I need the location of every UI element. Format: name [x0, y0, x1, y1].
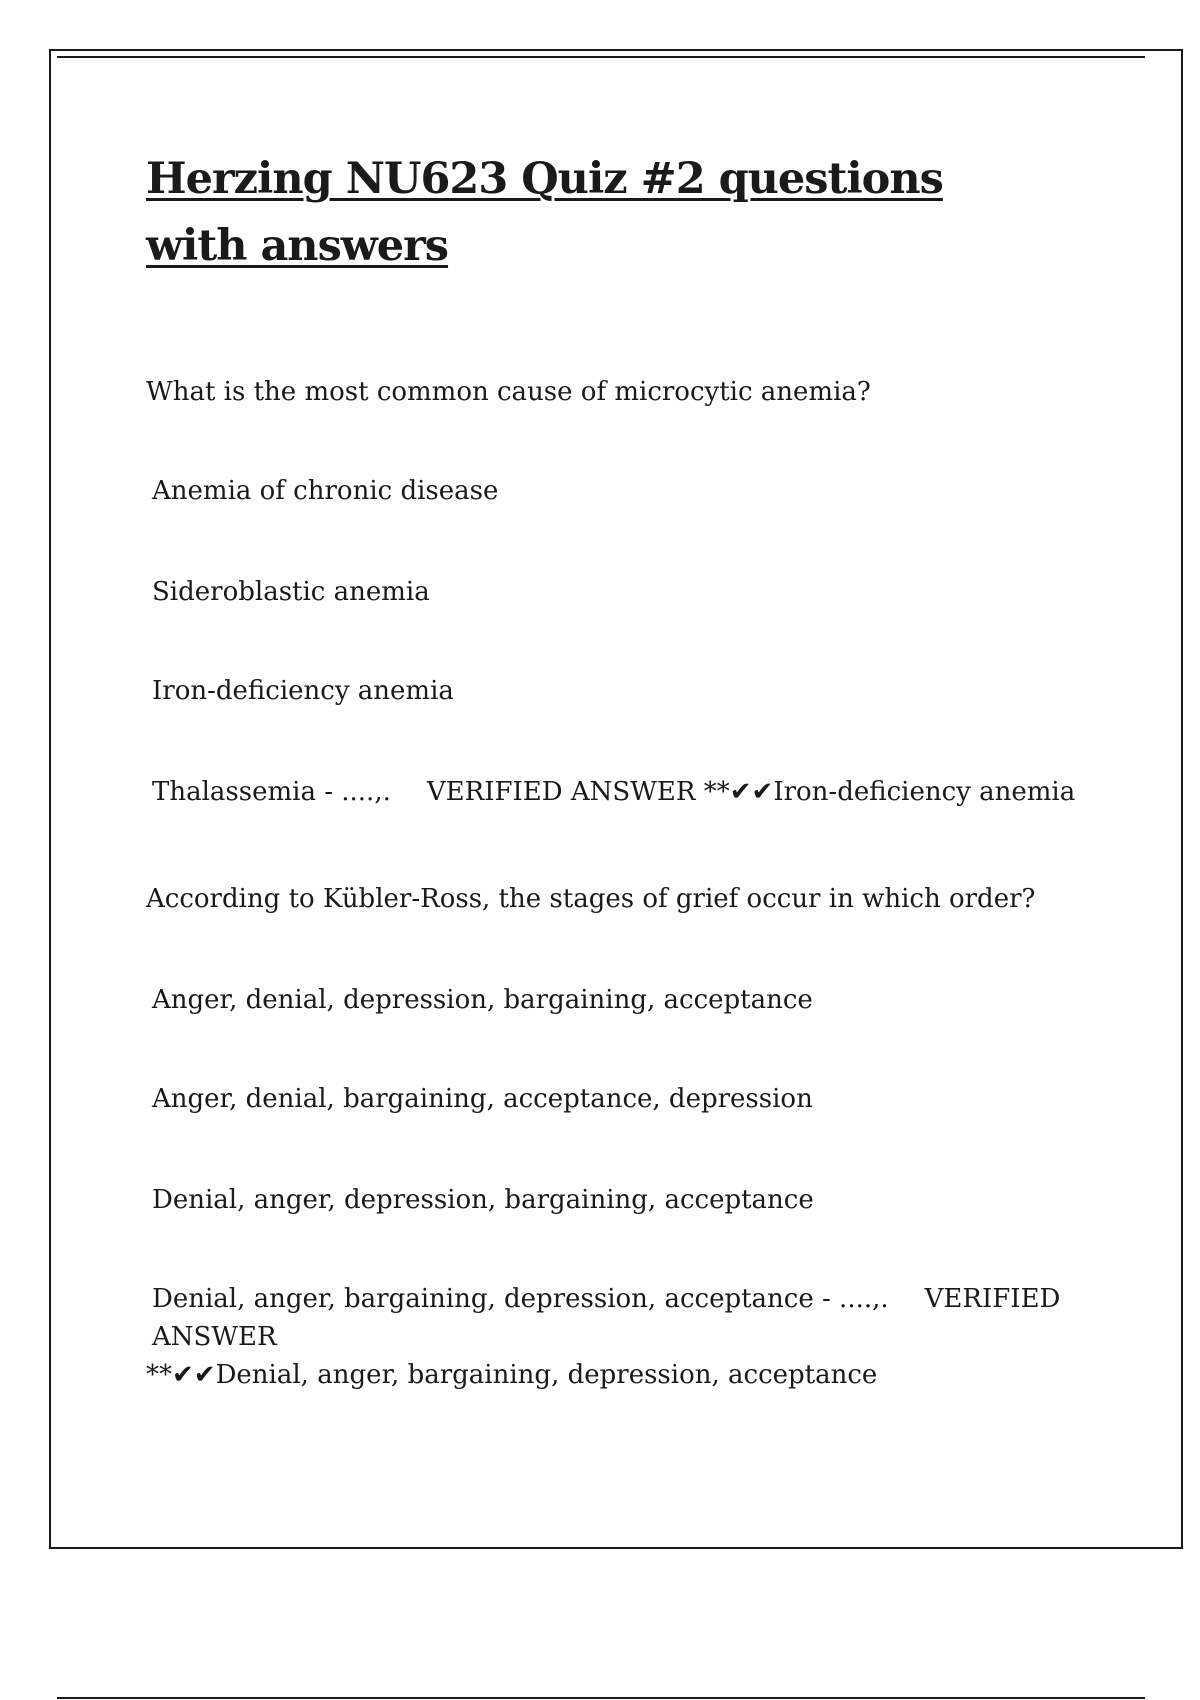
q2-verified-label: VERIFIED ANSWER	[152, 1284, 1061, 1352]
question-2: According to Kübler-Ross, the stages of grief occur in which order?	[146, 884, 1036, 914]
q1-option-2: Sideroblastic anemia	[152, 577, 430, 607]
q1-option-4: Thalassemia - ....,.	[152, 777, 391, 807]
question-1: What is the most common cause of microcytic anemia?	[146, 377, 871, 407]
q2-option-2: Anger, denial, bargaining, acceptance, depression	[152, 1084, 813, 1114]
q2-answer-block	[146, 1280, 1096, 1394]
q2-answer-line-1	[146, 1280, 1096, 1356]
top-rule	[57, 56, 1145, 58]
q1-answer-line	[152, 773, 1075, 811]
q2-option-4: Denial, anger, bargaining, depression, acceptance - ....,.	[152, 1284, 889, 1314]
document-title: Herzing NU623 Quiz #2 questions with answers	[146, 154, 943, 271]
q2-option-3: Denial, anger, depression, bargaining, acceptance	[152, 1185, 814, 1215]
q2-option-1: Anger, denial, depression, bargaining, acceptance	[152, 985, 813, 1015]
bottom-rule	[57, 1697, 1145, 1699]
q1-option-3: Iron-deficiency anemia	[152, 676, 454, 706]
q2-verified-answer: **✔✔Denial, anger, bargaining, depression, acceptance	[146, 1360, 878, 1390]
q1-option-1: Anemia of chronic disease	[152, 476, 499, 506]
q1-verified-answer: VERIFIED ANSWER **✔✔Iron-deficiency anemia	[426, 777, 1076, 807]
